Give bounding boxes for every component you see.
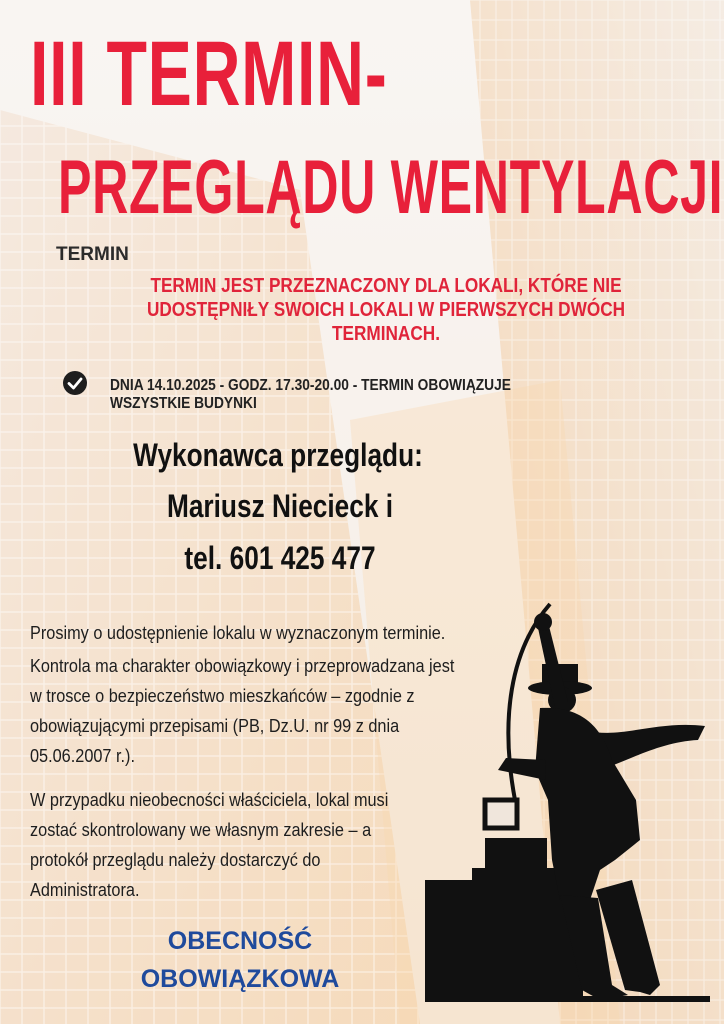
obligatory-notice bbox=[120, 922, 360, 998]
paragraph-obligation: Kontrola ma charakter obowiązkowy i przeprowadzana jest w trosce o bezpieczeństwo mieszkańców – zgodnie z obowiązującymi przepisami (PB, Dz.U. nr 99 z dnia 05.06.2007 r.). bbox=[30, 655, 455, 766]
paragraph-absence: W przypadku nieobecności właściciela, lokal musi zostać skontrolowany we własnym zakresie – a protokół przeglądu należy dostarczyć do Administratora. bbox=[30, 789, 389, 900]
executor-name: Mariusz Niecieck i bbox=[166, 488, 394, 524]
title-line-1: III TERMIN- bbox=[30, 23, 388, 125]
title-line-2: PRZEGLĄDU WENTYLACJI bbox=[58, 145, 724, 230]
executor-phone: tel. 601 425 477 bbox=[184, 540, 376, 576]
obligatory-line-1: OBECNOŚĆ bbox=[167, 927, 313, 955]
check-circle-icon bbox=[62, 370, 88, 396]
obligatory-line-2: OBOWIĄZKOWA bbox=[140, 965, 340, 993]
date-item: DNIA 14.10.2025 - GODZ. 17.30-20.00 - TERMIN OBOWIĄZUJE WSZYSTKIE BUDYNKI bbox=[110, 377, 511, 412]
paragraph-request: Prosimy o udostępnienie lokalu w wyznaczonym terminie. bbox=[30, 622, 446, 643]
termin-label: TERMIN bbox=[56, 244, 129, 265]
notice-text: TERMIN JEST PRZEZNACZONY DLA LOKALI, KTÓRE NIE UDOSTĘPNIŁY SWOICH LOKALI W PIERWSZYCH DWÓCH TERMINACH. bbox=[146, 275, 626, 345]
executor-heading: Wykonawca przeglądu: bbox=[133, 437, 423, 473]
